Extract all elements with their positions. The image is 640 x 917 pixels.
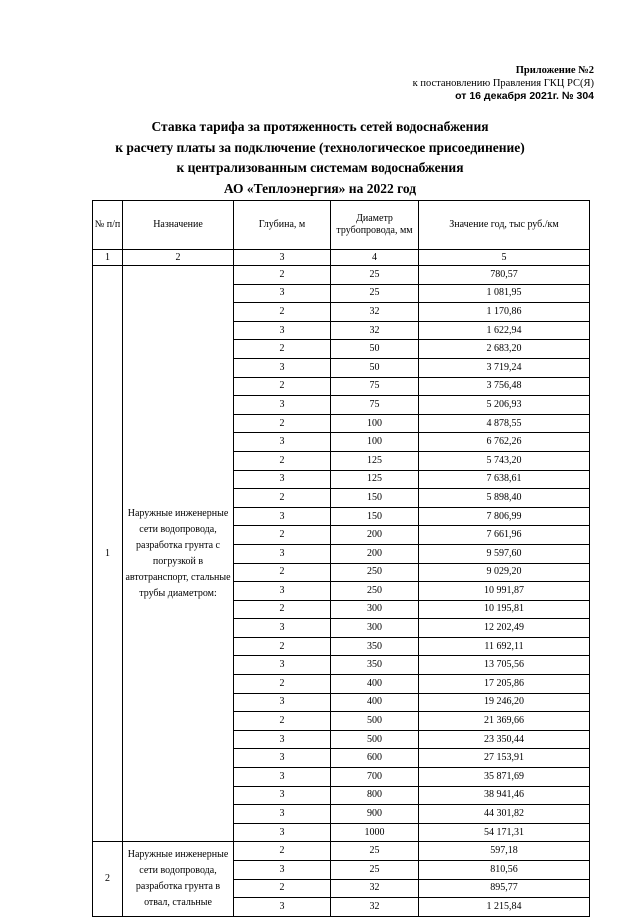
column-number: 3 xyxy=(234,250,331,266)
depth-cell: 3 xyxy=(234,805,331,824)
value-cell: 810,56 xyxy=(419,861,590,880)
value-cell: 7 638,61 xyxy=(419,470,590,489)
diameter-cell: 400 xyxy=(331,675,419,694)
depth-cell: 3 xyxy=(234,321,331,340)
value-cell: 11 692,11 xyxy=(419,637,590,656)
document-header xyxy=(413,64,594,103)
depth-cell: 3 xyxy=(234,470,331,489)
value-cell: 35 871,69 xyxy=(419,768,590,787)
diameter-cell: 250 xyxy=(331,563,419,582)
depth-cell: 3 xyxy=(234,730,331,749)
column-number-row xyxy=(93,250,590,266)
value-cell: 10 195,81 xyxy=(419,600,590,619)
diameter-cell: 700 xyxy=(331,768,419,787)
depth-cell: 3 xyxy=(234,786,331,805)
value-cell: 4 878,55 xyxy=(419,414,590,433)
column-number: 4 xyxy=(331,250,419,266)
table-header-row xyxy=(93,201,590,250)
value-cell: 6 762,26 xyxy=(419,433,590,452)
depth-cell: 3 xyxy=(234,898,331,917)
title-line-1: Ставка тарифа за протяженность сетей водоснабжения xyxy=(151,119,489,134)
diameter-cell: 350 xyxy=(331,656,419,675)
row-number: 2 xyxy=(93,842,123,916)
depth-cell: 2 xyxy=(234,377,331,396)
depth-cell: 2 xyxy=(234,489,331,508)
purpose-cell: Наружные инженерные сети водопровода, разработка грунта с погрузкой в автотранспорт, стальные трубы диаметром: xyxy=(123,266,234,842)
depth-cell: 3 xyxy=(234,619,331,638)
diameter-cell: 50 xyxy=(331,358,419,377)
tariff-table xyxy=(92,200,590,917)
depth-cell: 3 xyxy=(234,768,331,787)
value-cell: 1 622,94 xyxy=(419,321,590,340)
diameter-cell: 100 xyxy=(331,414,419,433)
value-cell: 10 991,87 xyxy=(419,582,590,601)
depth-cell: 3 xyxy=(234,582,331,601)
diameter-cell: 900 xyxy=(331,805,419,824)
column-number: 5 xyxy=(419,250,590,266)
depth-cell: 3 xyxy=(234,823,331,842)
depth-cell: 3 xyxy=(234,861,331,880)
depth-cell: 3 xyxy=(234,507,331,526)
depth-cell: 3 xyxy=(234,284,331,303)
decree-reference: к постановлению Правления ГКЦ РС(Я) xyxy=(412,78,594,89)
depth-cell: 2 xyxy=(234,637,331,656)
depth-cell: 2 xyxy=(234,451,331,470)
depth-cell: 3 xyxy=(234,693,331,712)
diameter-cell: 350 xyxy=(331,637,419,656)
appendix-label: Приложение №2 xyxy=(515,65,594,76)
tariff-table-body xyxy=(93,201,590,917)
depth-cell: 3 xyxy=(234,396,331,415)
row-number: 1 xyxy=(93,266,123,842)
diameter-cell: 32 xyxy=(331,303,419,322)
depth-cell: 3 xyxy=(234,749,331,768)
value-cell: 44 301,82 xyxy=(419,805,590,824)
value-cell: 5 206,93 xyxy=(419,396,590,415)
value-cell: 13 705,56 xyxy=(419,656,590,675)
value-cell: 27 153,91 xyxy=(419,749,590,768)
diameter-cell: 400 xyxy=(331,693,419,712)
table-row xyxy=(93,842,590,861)
depth-cell: 2 xyxy=(234,712,331,731)
diameter-cell: 25 xyxy=(331,284,419,303)
value-cell: 7 661,96 xyxy=(419,526,590,545)
diameter-cell: 100 xyxy=(331,433,419,452)
value-cell: 9 597,60 xyxy=(419,544,590,563)
depth-cell: 3 xyxy=(234,544,331,563)
diameter-cell: 300 xyxy=(331,619,419,638)
diameter-cell: 150 xyxy=(331,507,419,526)
column-number: 2 xyxy=(123,250,234,266)
diameter-cell: 32 xyxy=(331,879,419,898)
purpose-cell: Наружные инженерные сети водопровода, разработка грунта в отвал, стальные xyxy=(123,842,234,916)
diameter-cell: 600 xyxy=(331,749,419,768)
value-cell: 5 898,40 xyxy=(419,489,590,508)
diameter-cell: 25 xyxy=(331,266,419,285)
title-line-4: АО «Теплоэнергия» на 2022 год xyxy=(223,180,417,196)
title-line-2: к расчету платы за подключение (технологическое присоединение) xyxy=(115,139,525,155)
value-cell: 597,18 xyxy=(419,842,590,861)
depth-cell: 2 xyxy=(234,266,331,285)
value-cell: 780,57 xyxy=(419,266,590,285)
value-cell: 895,77 xyxy=(419,879,590,898)
value-cell: 3 756,48 xyxy=(419,377,590,396)
diameter-cell: 300 xyxy=(331,600,419,619)
depth-cell: 3 xyxy=(234,433,331,452)
diameter-cell: 125 xyxy=(331,470,419,489)
diameter-cell: 500 xyxy=(331,712,419,731)
diameter-cell: 75 xyxy=(331,396,419,415)
value-cell: 21 369,66 xyxy=(419,712,590,731)
diameter-cell: 500 xyxy=(331,730,419,749)
diameter-cell: 150 xyxy=(331,489,419,508)
diameter-cell: 25 xyxy=(331,861,419,880)
diameter-cell: 32 xyxy=(331,898,419,917)
depth-cell: 2 xyxy=(234,526,331,545)
header-diameter: Диаметр трубопровода, мм xyxy=(331,201,419,250)
diameter-cell: 800 xyxy=(331,786,419,805)
value-cell: 1 170,86 xyxy=(419,303,590,322)
header-depth: Глубина, м xyxy=(234,201,331,250)
decree-date: от 16 декабря 2021г. № 304 xyxy=(455,90,594,102)
value-cell: 3 719,24 xyxy=(419,358,590,377)
header-purpose: Назначение xyxy=(123,201,234,250)
diameter-cell: 200 xyxy=(331,526,419,545)
value-cell: 12 202,49 xyxy=(419,619,590,638)
value-cell: 1 081,95 xyxy=(419,284,590,303)
table-row xyxy=(93,266,590,285)
value-cell: 7 806,99 xyxy=(419,507,590,526)
depth-cell: 3 xyxy=(234,656,331,675)
diameter-cell: 50 xyxy=(331,340,419,359)
document-title xyxy=(0,117,640,199)
value-cell: 5 743,20 xyxy=(419,451,590,470)
value-cell: 1 215,84 xyxy=(419,898,590,917)
header-num: № п/п xyxy=(93,201,123,250)
value-cell: 54 171,31 xyxy=(419,823,590,842)
value-cell: 23 350,44 xyxy=(419,730,590,749)
diameter-cell: 125 xyxy=(331,451,419,470)
depth-cell: 2 xyxy=(234,879,331,898)
title-line-3: к централизованным системам водоснабжения xyxy=(176,160,464,175)
depth-cell: 2 xyxy=(234,303,331,322)
header-value: Значение год, тыс руб./км xyxy=(419,201,590,250)
diameter-cell: 25 xyxy=(331,842,419,861)
depth-cell: 2 xyxy=(234,340,331,359)
column-number: 1 xyxy=(93,250,123,266)
depth-cell: 2 xyxy=(234,675,331,694)
value-cell: 19 246,20 xyxy=(419,693,590,712)
depth-cell: 2 xyxy=(234,563,331,582)
diameter-cell: 32 xyxy=(331,321,419,340)
value-cell: 17 205,86 xyxy=(419,675,590,694)
value-cell: 2 683,20 xyxy=(419,340,590,359)
diameter-cell: 200 xyxy=(331,544,419,563)
depth-cell: 2 xyxy=(234,414,331,433)
depth-cell: 3 xyxy=(234,358,331,377)
depth-cell: 2 xyxy=(234,600,331,619)
value-cell: 9 029,20 xyxy=(419,563,590,582)
value-cell: 38 941,46 xyxy=(419,786,590,805)
diameter-cell: 75 xyxy=(331,377,419,396)
depth-cell: 2 xyxy=(234,842,331,861)
diameter-cell: 1000 xyxy=(331,823,419,842)
diameter-cell: 250 xyxy=(331,582,419,601)
